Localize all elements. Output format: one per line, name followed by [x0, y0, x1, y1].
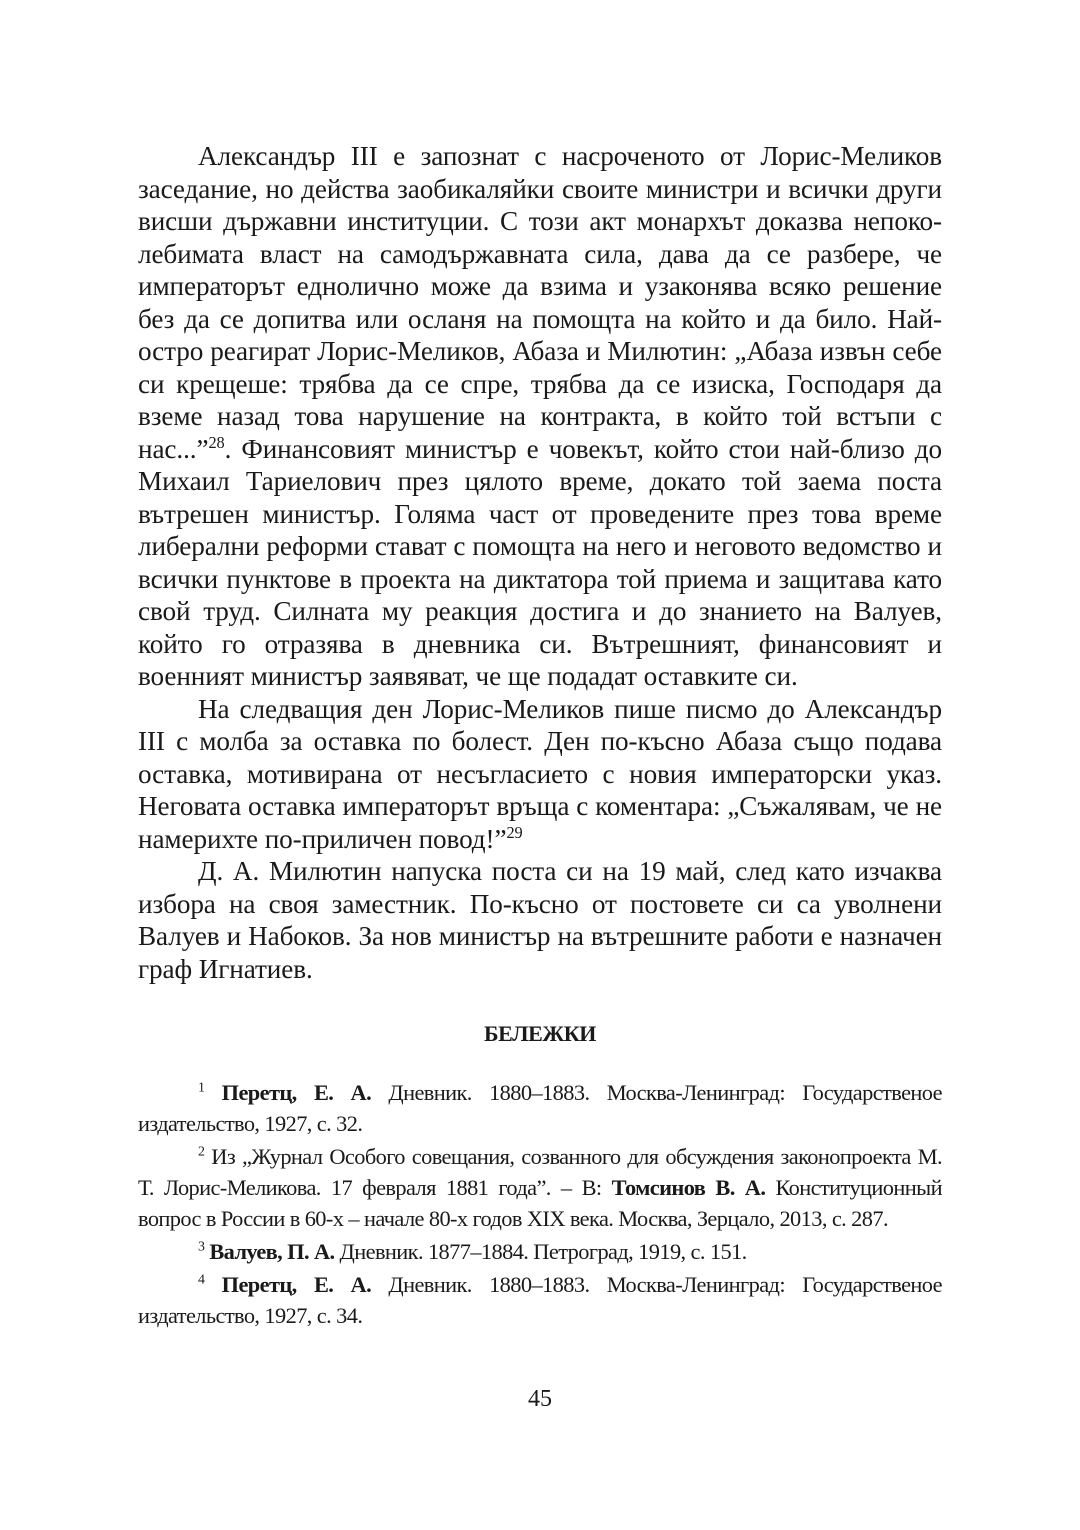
notes-heading: БЕЛЕЖКИ: [483, 1021, 596, 1046]
note-number: 4: [198, 1272, 205, 1288]
note-author: Перетц, Е. А.: [221, 1080, 372, 1105]
note-item: [138, 1141, 942, 1234]
note-author: Перетц, Е. А.: [221, 1272, 372, 1297]
note-item: [138, 1269, 942, 1331]
note-text: Конституционный вопрос в России в 60-х – начале 80-х годов XIX века. Москва, Зерцало, 2013, с. 287.: [138, 1175, 942, 1231]
page-content: [138, 140, 942, 1333]
note-item: [138, 1077, 942, 1139]
body-text: [138, 140, 942, 985]
page-number: 45: [528, 1386, 552, 1412]
paragraph-3: [138, 855, 942, 985]
note-text: Дневник. 1877–1884. Петроград, 1919, с. 151.: [334, 1239, 747, 1264]
paragraph-1: [138, 140, 942, 693]
paragraph-text: . Финансовият министър е човекът, който стои най-близо до Михаил Тариелович през цялото време, докато той заема поста вътрешен министър. Голяма част от проведените през това време либерални реформи стават с помощта на него и неговото ведомство и всички пунктове в проекта на диктатора той приема и защитава като свой труд. Силната му реакция достига и до знанието на Валуев, който го отразява в дневника си. Вътрешният, финансовият и военният министър заявяват, че ще подадат оставките си.: [138, 433, 942, 691]
note-number: 3: [198, 1239, 205, 1255]
note-number: 2: [198, 1144, 205, 1160]
note-item: [138, 1236, 942, 1267]
note-text: Дневник. 1880–1883. Москва-Ленинград: Государственое издательство, 1927, с. 34.: [138, 1272, 942, 1328]
paragraph-2: [138, 693, 942, 856]
paragraph-text: Александър III е запознат с насроченото от Лорис-Меликов заседание, но действа заобикаляйки своите министри и всички други висши държавни институции. С този акт монархът доказва непоко-лебимата власт на самодържавната сила, дава да се разбере, че императорът еднолично може да взима и узаконява всяко решение без да се допитва или осланя на помощта на който и да било. Най-остро реагират Лорис-Меликов, Абаза и Милютин: „Абаза извън себе си крещеше: трябва да се спре, трябва да се изиска, Господаря да вземе назад това нарушение на контракта, в който той встъпи с нас...”: [138, 141, 942, 464]
footnote-ref-29: 29: [506, 822, 523, 842]
notes-list: [138, 1077, 942, 1331]
note-text: Дневник. 1880–1883. Москва-Ленинград: Государственое издательство, 1927, с. 32.: [138, 1080, 942, 1136]
paragraph-text: Д. А. Милютин напуска поста си на 19 май, след като изчаква избора на своя заместник. По-късно от постовете си са уволнени Валуев и Набоков. За нов министър на вътрешните работи е назначен граф Игнатиев.: [138, 856, 942, 984]
footnote-ref-28: 28: [208, 432, 225, 452]
note-author: Томсинов В. А.: [611, 1175, 766, 1200]
note-number: 1: [198, 1080, 205, 1096]
note-text: Из „Журнал Особого совещания, созванного для обсуждения законопроекта М. Т. Лорис-Меликова. 17 февраля 1881 года”. – В:: [138, 1144, 942, 1200]
note-author: Валуев, П. А.: [209, 1239, 335, 1264]
paragraph-text: На следващия ден Лорис-Меликов пише писмо до Александър III с молба за оставка по болест. Ден по-късно Абаза също подава оставка, мотивирана от несъгласието с новия императорски указ. Неговата оставка императорът връща с коментара: „Съжалявам, че не намерихте по-приличен повод!”: [138, 693, 942, 854]
